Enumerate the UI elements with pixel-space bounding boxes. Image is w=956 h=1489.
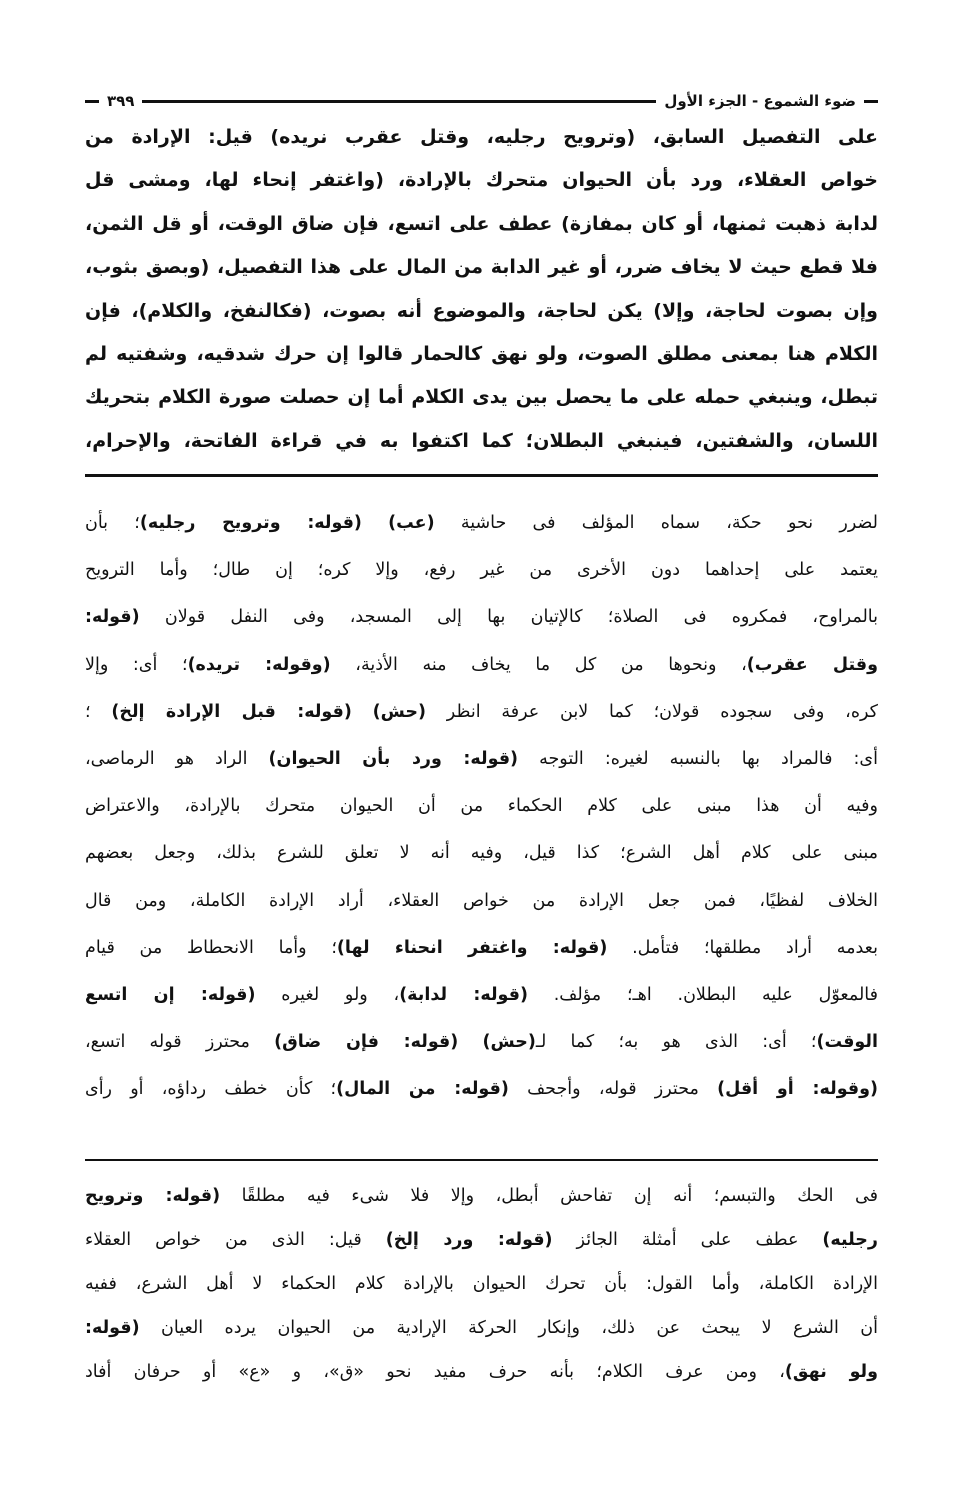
main-text bbox=[85, 116, 878, 463]
text-segment: أى: فالمراد بها بالنسبه لغيره: التوجه bbox=[518, 748, 878, 769]
text-segment: ، ومن عرف الكلام؛ بأنه حرف مفيد نحو «ق»، و «ع» أو حرفان أفاد bbox=[85, 1362, 785, 1382]
quoted-phrase: (قوله: قبل الإرادة إلخ) bbox=[111, 701, 352, 722]
text-line bbox=[85, 1019, 878, 1066]
text-segment: محترز قوله، وأجحف bbox=[508, 1079, 718, 1100]
text-line bbox=[85, 500, 878, 547]
text-segment: عطف على أمثلة الجائز bbox=[552, 1230, 823, 1250]
text-segment: محترز قوله اتسع، bbox=[85, 1032, 275, 1053]
text-line bbox=[85, 203, 878, 246]
text-segment: ؛ وأما الانحطاط من قيام bbox=[85, 937, 337, 958]
text-line bbox=[85, 376, 878, 419]
text-line bbox=[85, 290, 878, 333]
header-dash bbox=[85, 100, 99, 103]
text-segment: أن الشرع لا يبحث عن ذلك، وإنكار الحركة الإرادية من الحيوان يرده العيان bbox=[139, 1318, 878, 1338]
text-segment: بعدمه أراد مطلقها؛ فتأمل. bbox=[607, 937, 878, 958]
text-line bbox=[85, 116, 878, 159]
text-segment: لضرر نحو حكة، سماه المؤلف فى حاشية bbox=[434, 513, 878, 533]
text-segment: قيل: الذى من خواص العقلاء bbox=[85, 1230, 386, 1250]
text-segment: على التفصيل السابق، (وترويح رجليه، وقتل عقرب نريده) قيل: الإرادة من bbox=[85, 126, 878, 148]
footnote-commentary-2 bbox=[85, 1174, 878, 1394]
text-segment: فالمعوّل عليه البطلان. اهـ؛ مؤلف. bbox=[527, 984, 878, 1005]
text-segment bbox=[458, 1032, 482, 1052]
text-segment: الخلاف لفظيًا، فمن جعل الإرادة من خواص العقلاء، أراد الإرادة الكاملة، ومن قال bbox=[85, 890, 878, 911]
text-line bbox=[85, 972, 878, 1019]
quoted-phrase: (قوله: فإن ضاق) bbox=[274, 1032, 459, 1053]
text-segment: فى الحك والتبسم؛ أنه إن تفاحش أبطل، وإلا فلا شىء فيه مطلقًا bbox=[220, 1186, 878, 1206]
text-segment: خواص العقلاء، ورد بأن الحيوان متحرك بالإرادة، (واغتفر إنحاء لها، ومشى قل bbox=[85, 169, 878, 192]
quoted-phrase: (وقوله: تريده) bbox=[187, 654, 331, 675]
quoted-phrase: (حش) bbox=[482, 1032, 536, 1053]
text-line bbox=[85, 1306, 878, 1350]
quoted-phrase: (قوله: bbox=[85, 1318, 140, 1338]
header-dash bbox=[864, 100, 878, 103]
text-segment: فلا قطع حيث لا يخاف ضرر، أو غير الدابة من المال على هذا التفصيل، (وبصق بثوب، bbox=[85, 256, 878, 279]
quoted-phrase: (قوله: وترويح bbox=[85, 1186, 221, 1206]
quoted-phrase: (قوله: من المال) bbox=[336, 1079, 509, 1100]
text-segment: الكلام هنا بمعنى مطلق الصوت، ولو نهق كالحمار قالوا إن حرك شدقيه، وشفتيه لم bbox=[85, 342, 878, 365]
text-segment: الراد هو الرماصى، bbox=[85, 748, 269, 769]
quoted-phrase: (عب) bbox=[388, 513, 435, 533]
quoted-phrase: وقتل عقرب) bbox=[746, 654, 878, 675]
page-number: ٣٩٩ bbox=[107, 92, 135, 110]
text-segment bbox=[352, 702, 373, 722]
text-segment: مبنى على كلام أهل الشرع؛ كذا قيل، وفيه أنه لا تعلق للشرع بذلك، وجعل بعضهم bbox=[85, 843, 878, 864]
text-segment: ؛ بأن bbox=[85, 513, 140, 533]
text-segment: كره، وفى سجوده قولان؛ كما لابن عرفة انظر bbox=[426, 701, 878, 722]
quoted-phrase: (قوله: لدابة) bbox=[399, 984, 528, 1005]
book-title: ضوء الشموع - الجزء الأول bbox=[664, 92, 856, 110]
text-segment: يعتمد على إحداهما دون الأخرى من غير رفع، وإلا كره؛ إن طال؛ وأما الترويح bbox=[85, 560, 878, 581]
quoted-phrase: (قوله: ورد بأن الحيوان) bbox=[268, 748, 519, 769]
text-segment: بالمراوح، فمكروه فى الصلاة؛ كالإتيان بها إلى المسجد، وفى النفل قولان bbox=[139, 607, 878, 628]
footnote-commentary-1 bbox=[85, 500, 878, 1113]
text-line bbox=[85, 1066, 878, 1113]
text-line bbox=[85, 1262, 878, 1306]
text-segment: الإرادة الكاملة، وأما القول: بأن تحرك الحيوان بالإرادة كلام الحكماء لا أهل الشرع، ففيه bbox=[85, 1274, 878, 1294]
text-segment: اللسان، والشفتين، فينبغي البطلان؛ كما اكتفوا به في قراءة الفاتحة، والإحرام، bbox=[85, 429, 878, 452]
text-line bbox=[85, 1218, 878, 1262]
quoted-phrase: (قوله: ورد إلخ) bbox=[385, 1230, 553, 1250]
text-line bbox=[85, 783, 878, 830]
text-segment bbox=[362, 513, 388, 533]
text-segment: وفيه أن هذا مبنى على كلام الحكماء من أن الحيوان متحرك بالإرادة، والاعتراض bbox=[85, 796, 878, 817]
text-line bbox=[85, 642, 878, 689]
text-segment: ؛ أى: وإلا bbox=[85, 654, 188, 675]
text-segment: ، ونحوها من كل ما يخاف منه الأذية، bbox=[330, 654, 747, 675]
text-line bbox=[85, 878, 878, 925]
text-line bbox=[85, 689, 878, 736]
quoted-phrase: (قوله: إن اتسع bbox=[85, 984, 256, 1005]
quoted-phrase: (وقوله: أو أقل) bbox=[717, 1079, 878, 1100]
text-line bbox=[85, 159, 878, 202]
text-segment: تبطل، وينبغي حمله على ما يحصل بين يدى الكلام أما إن حصلت صورة الكلام بتحريك bbox=[85, 386, 878, 409]
text-line bbox=[85, 594, 878, 641]
text-segment: ؛ كأن خطف رداؤه، أو رأى bbox=[85, 1079, 337, 1100]
text-line bbox=[85, 547, 878, 594]
text-segment: ، ولو لغيره bbox=[255, 984, 400, 1005]
quoted-phrase: (قوله: bbox=[85, 607, 140, 628]
quoted-phrase: (قوله: وترويح رجليه) bbox=[139, 513, 362, 533]
text-segment: ؛ bbox=[85, 701, 112, 722]
quoted-phrase: (قوله: واغتفر انحناء لها) bbox=[336, 937, 608, 958]
text-line bbox=[85, 925, 878, 972]
text-segment: لدابة ذهبت ثمنها، أو كان بمفازة) عطف على اتسع، فإن ضاق الوقت، أو قل الثمن، bbox=[85, 212, 878, 235]
quoted-phrase: الوقت) bbox=[816, 1032, 878, 1053]
text-line bbox=[85, 1174, 878, 1218]
footnote-separator bbox=[85, 1159, 878, 1161]
text-line bbox=[85, 736, 878, 783]
text-line bbox=[85, 1350, 878, 1394]
text-line bbox=[85, 333, 878, 376]
text-segment: وإن بصوت لحاجة، وإلا) يكن لحاجة، والموضوع أنه بصوت، (فكالنفخ، والكلام)، فإن bbox=[85, 299, 878, 322]
text-line bbox=[85, 420, 878, 463]
footnote-separator bbox=[85, 474, 878, 477]
running-header bbox=[85, 88, 878, 114]
quoted-phrase: ولو نهق) bbox=[784, 1362, 878, 1382]
header-rule bbox=[142, 100, 656, 103]
text-line bbox=[85, 246, 878, 289]
quoted-phrase: رجليه) bbox=[822, 1230, 878, 1250]
text-line bbox=[85, 830, 878, 877]
text-segment: ؛ أى: الذى هو به؛ كما لـ bbox=[535, 1032, 817, 1053]
quoted-phrase: (حش) bbox=[372, 701, 426, 722]
